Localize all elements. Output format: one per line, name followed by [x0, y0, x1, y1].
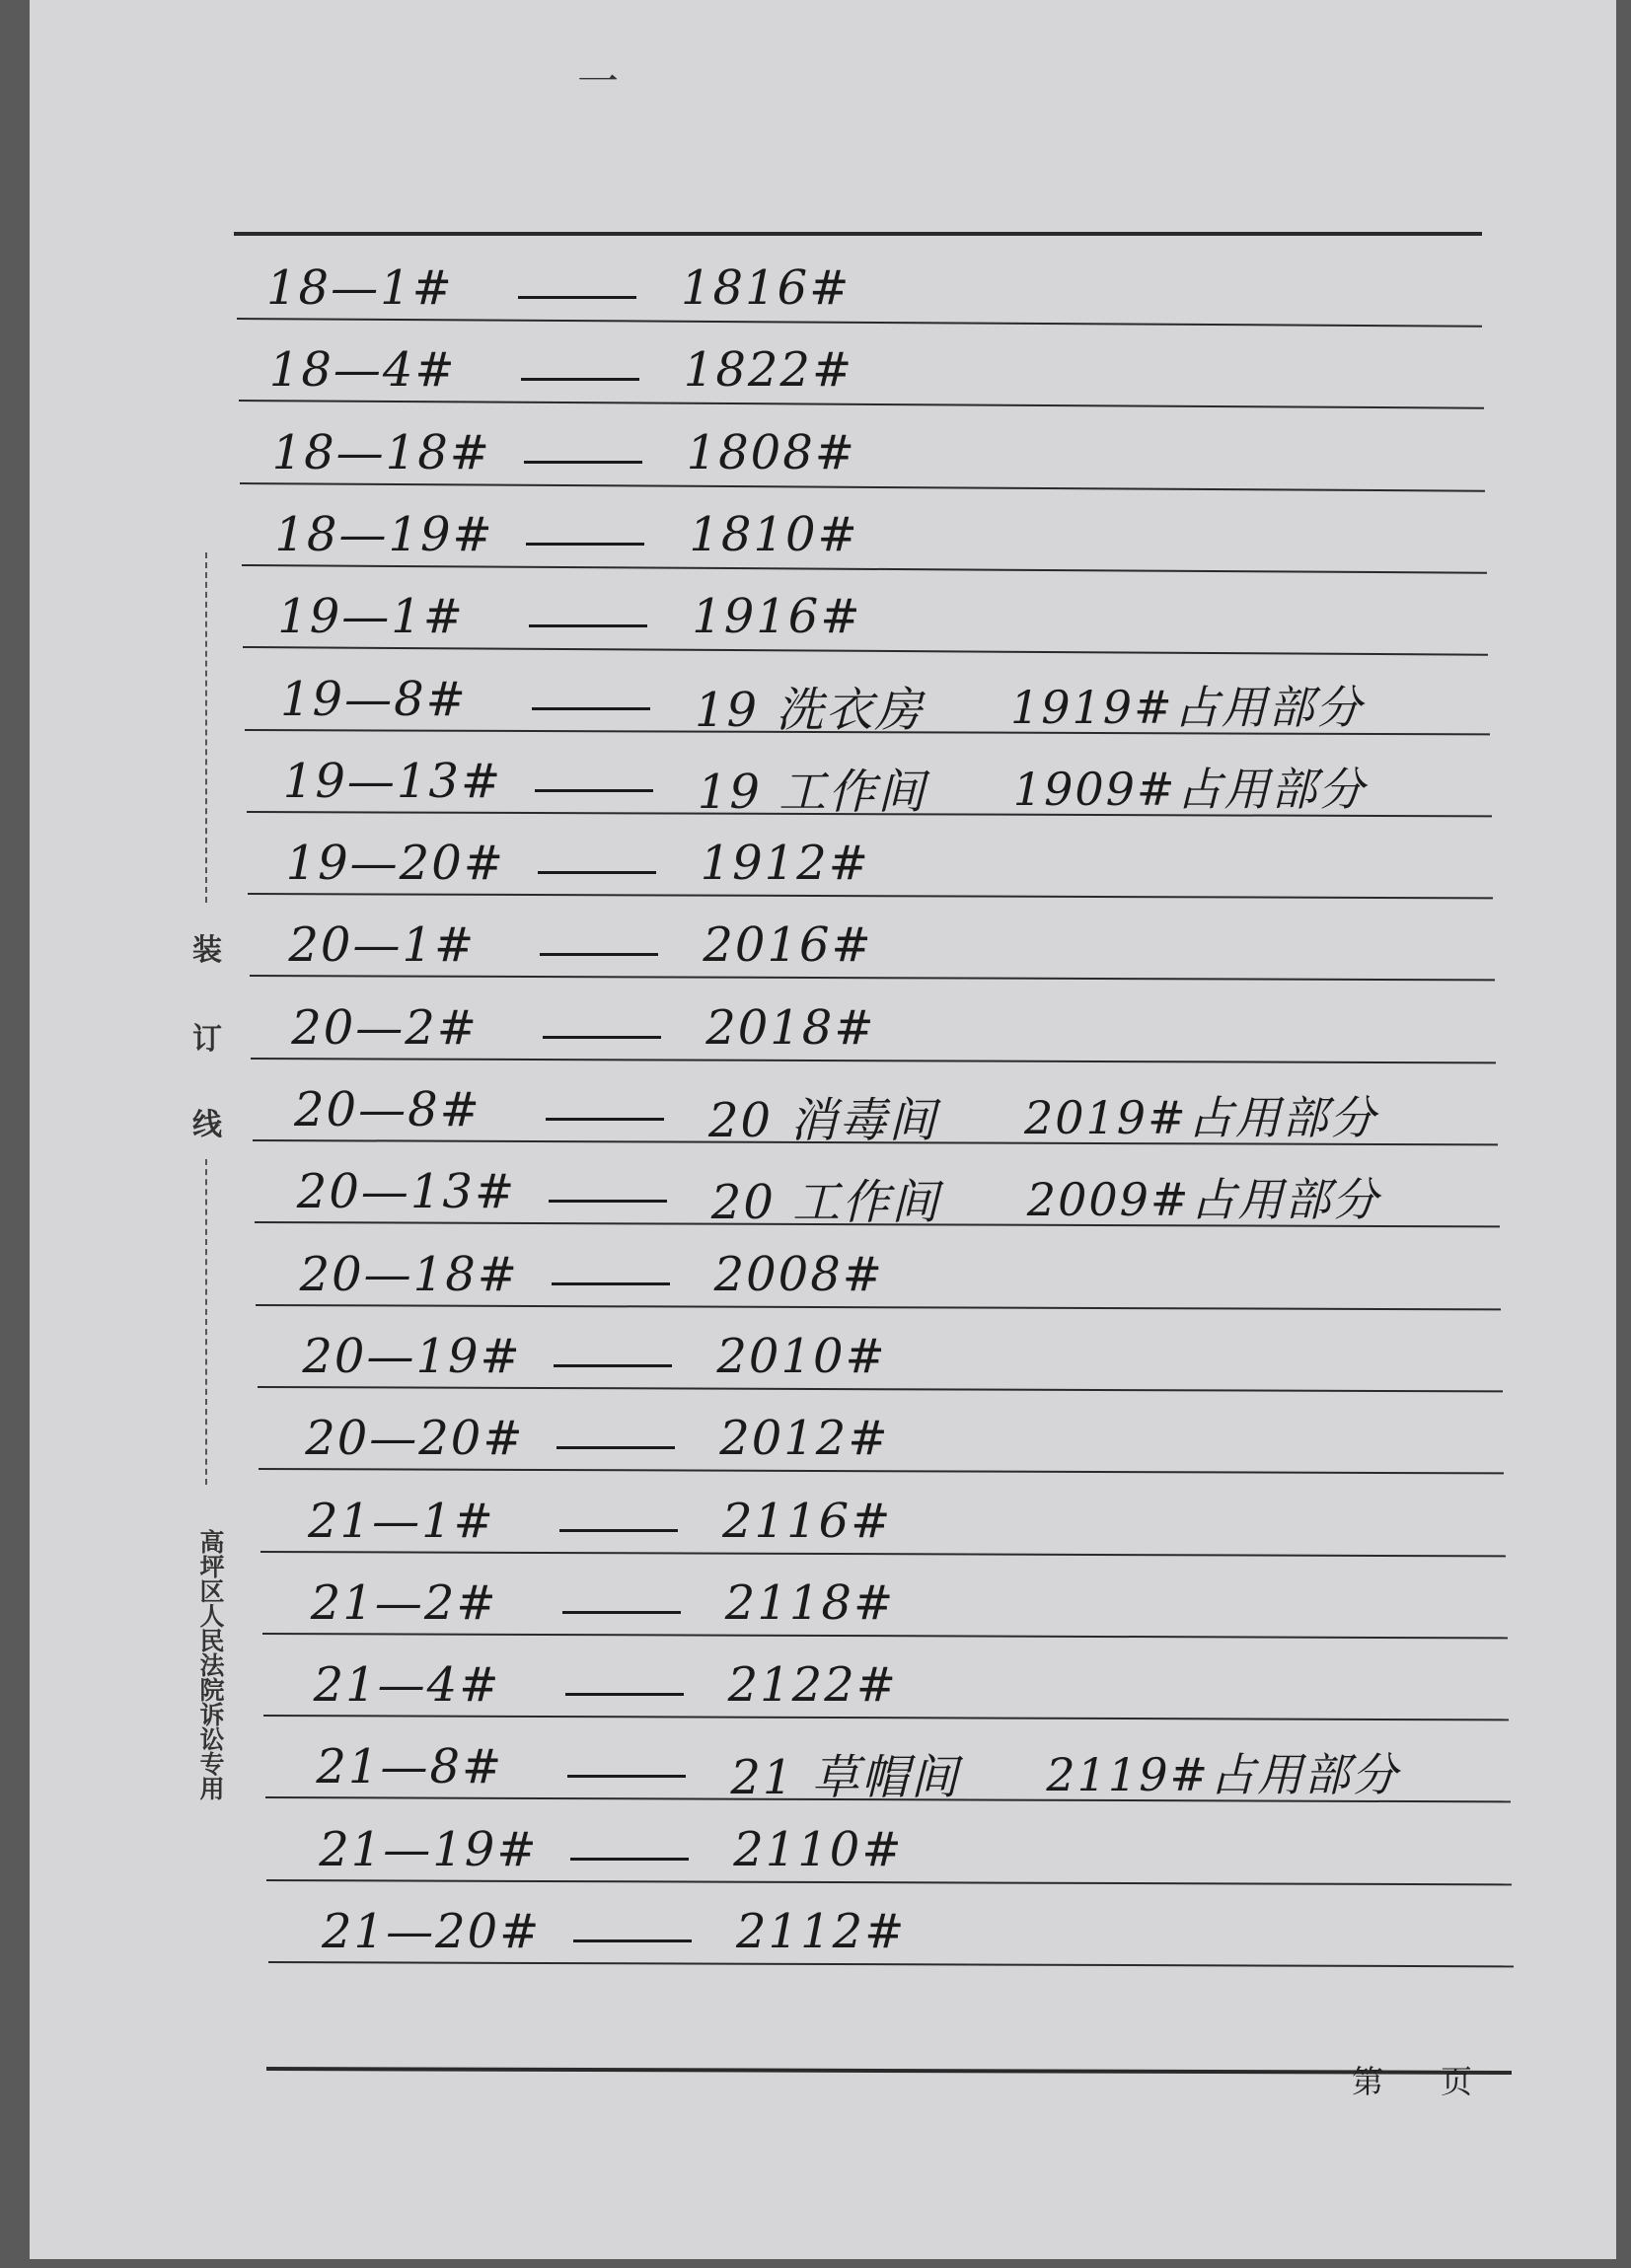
ledger-row: [30, 1737, 1616, 1806]
target-room: 19 工作间: [697, 764, 927, 820]
target-room: 20 工作间: [710, 1175, 941, 1231]
room-number: 21—20#: [322, 1904, 542, 1959]
ruled-line: [258, 1386, 1503, 1392]
binding-char-xian: 线: [192, 1108, 222, 1142]
bottom-border-line: [266, 2067, 1512, 2075]
ledger-row: [30, 752, 1616, 820]
ledger-row: [30, 1492, 1616, 1551]
mapping-dash: [552, 1282, 670, 1285]
room-number: 21—19#: [319, 1821, 539, 1877]
target-room: 2122#: [727, 1657, 898, 1714]
mapping-dash: [532, 707, 650, 710]
room-number: 18—19#: [274, 506, 494, 562]
room-number: 18—1#: [266, 260, 454, 316]
ruled-line: [250, 975, 1495, 981]
room-number: 21—2#: [310, 1574, 498, 1631]
footer-ye: 页: [1441, 2063, 1473, 2100]
ruled-line: [259, 1468, 1504, 1474]
target-room: 2012#: [719, 1411, 890, 1467]
mapping-dash: [573, 1939, 692, 1942]
ledger-row: [30, 834, 1616, 893]
mapping-dash: [554, 1364, 672, 1367]
target-room: 2010#: [716, 1328, 887, 1384]
mapping-dash: [556, 1446, 675, 1449]
room-number: 20—18#: [299, 1246, 519, 1302]
mapping-dash: [521, 378, 639, 381]
ruled-line: [240, 482, 1485, 492]
binding-margin: [187, 552, 227, 1924]
mapping-dash: [538, 871, 656, 874]
ruled-line: [243, 646, 1488, 656]
footer-di: 第: [1352, 2063, 1384, 2100]
ledger-row: [30, 505, 1616, 564]
room-number: 21—4#: [313, 1657, 501, 1714]
ruled-line: [242, 564, 1487, 574]
ledger-row: [30, 1409, 1616, 1468]
room-number: 18—4#: [268, 342, 457, 399]
target-room: 21 草帽间: [730, 1750, 960, 1806]
ruled-line: [248, 893, 1493, 899]
target-room: 2110#: [733, 1821, 904, 1877]
mapping-dash: [529, 624, 647, 627]
ledger-row: [30, 1327, 1616, 1386]
mapping-dash: [559, 1529, 678, 1532]
ledger-row: [30, 1902, 1616, 1961]
target-room: 2018#: [705, 999, 876, 1056]
document-page: [30, 0, 1616, 2259]
target-room: 2118#: [724, 1574, 896, 1631]
room-number: 20—19#: [302, 1328, 522, 1384]
occupied-part-note: 2009#占用部分: [1026, 1173, 1380, 1227]
court-usage-label: 高坪区人民法院诉讼专用: [196, 1529, 225, 1800]
target-room: 2008#: [713, 1246, 884, 1302]
target-room: 1916#: [692, 589, 862, 645]
mapping-dash: [570, 1858, 689, 1861]
target-room: 1816#: [681, 260, 852, 316]
ruled-line: [260, 1551, 1506, 1557]
binding-char-zhuang: 装: [192, 933, 222, 968]
room-number: 20—20#: [305, 1411, 525, 1467]
ruled-line: [262, 1633, 1508, 1639]
ruled-line: [263, 1715, 1509, 1720]
occupied-part-note: 2019#占用部分: [1024, 1091, 1377, 1144]
ruled-line: [237, 318, 1482, 328]
ledger-row: [30, 258, 1616, 318]
room-number: 19—8#: [280, 671, 468, 727]
mapping-dash: [524, 461, 642, 464]
occupied-part-note: 2119#占用部分: [1046, 1748, 1399, 1802]
top-border-line: [234, 232, 1482, 236]
target-room: 20 消毒间: [708, 1093, 938, 1148]
target-room: 1810#: [689, 506, 859, 562]
ledger-row: [30, 670, 1616, 738]
page-title: 一: [577, 57, 620, 106]
mapping-dash: [540, 953, 658, 956]
ruled-line: [251, 1058, 1496, 1063]
mapping-dash: [526, 543, 644, 546]
binding-dashed-line-bottom: [205, 1159, 207, 1485]
target-room: 1808#: [686, 424, 856, 480]
room-number: 20—2#: [291, 999, 480, 1056]
target-room: 2016#: [703, 917, 873, 974]
mapping-dash: [535, 789, 653, 792]
mapping-dash: [518, 296, 636, 299]
ledger-row: [30, 1573, 1616, 1633]
room-number: 20—1#: [288, 917, 477, 974]
target-room: 19 洗衣房: [695, 682, 925, 738]
target-room: 2116#: [722, 1493, 893, 1549]
ledger-row: [30, 587, 1616, 646]
mapping-dash: [543, 1036, 661, 1039]
room-number: 20—8#: [294, 1082, 482, 1137]
mapping-dash: [546, 1118, 664, 1121]
ledger-row: [30, 1245, 1616, 1304]
room-number: 19—20#: [285, 836, 505, 892]
ruled-line: [266, 1879, 1512, 1885]
mapping-dash: [565, 1693, 684, 1696]
binding-char-ding: 订: [192, 1022, 222, 1057]
target-room: 1822#: [683, 342, 854, 399]
room-number: 21—8#: [316, 1739, 504, 1795]
mapping-dash: [562, 1611, 681, 1614]
room-number: 20—13#: [296, 1164, 517, 1220]
room-number: 18—18#: [271, 424, 491, 480]
occupied-part-note: 1909#占用部分: [1012, 762, 1367, 816]
room-number: 21—1#: [308, 1493, 495, 1549]
binding-dashed-line-top: [205, 552, 207, 903]
ledger-row: [30, 1162, 1616, 1231]
ledger-row: [30, 1655, 1616, 1715]
room-number: 19—13#: [282, 753, 503, 809]
ruled-line: [256, 1304, 1501, 1310]
occupied-part-note: 1919#占用部分: [1010, 680, 1364, 734]
target-room: 2112#: [736, 1904, 907, 1959]
target-room: 1912#: [700, 836, 870, 892]
mapping-dash: [567, 1775, 686, 1778]
ledger-row: [30, 1820, 1616, 1879]
mapping-dash: [549, 1200, 667, 1203]
room-number: 19—1#: [277, 589, 466, 645]
ledger-row: [30, 998, 1616, 1058]
ledger-row: [30, 340, 1616, 400]
ledger-row: [30, 423, 1616, 482]
ledger-row: [30, 1080, 1616, 1148]
ledger-row: [30, 915, 1616, 975]
ruled-line: [268, 1961, 1514, 1967]
ruled-line: [239, 400, 1484, 409]
